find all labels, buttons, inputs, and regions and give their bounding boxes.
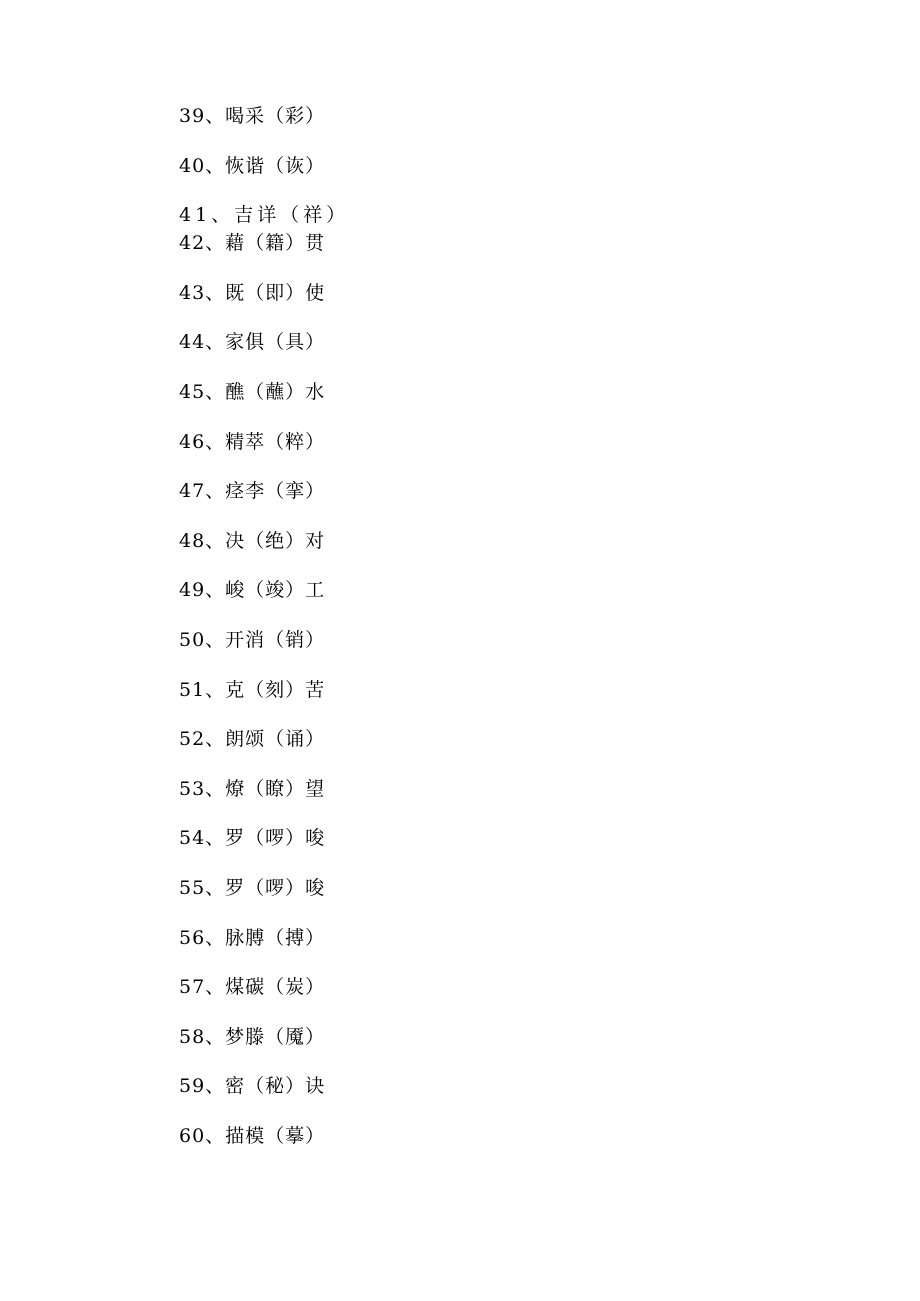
list-item: 54、罗（啰）唆 <box>179 827 326 850</box>
list-item: 60、描模（摹） <box>179 1124 326 1147</box>
list-item: 41、吉详（祥） <box>179 204 350 227</box>
list-item: 40、恢谐（诙） <box>179 154 326 177</box>
list-item: 49、峻（竣）工 <box>179 579 326 602</box>
list-item: 50、开消（销） <box>179 628 326 651</box>
list-item: 44、家俱（具） <box>179 331 326 354</box>
list-item: 55、罗（啰）唆 <box>179 876 326 899</box>
list-item: 52、朗颂（诵） <box>179 728 326 751</box>
list-item: 39、喝采（彩） <box>179 105 326 127</box>
correction-list <box>179 102 349 1171</box>
list-item: 43、既（即）使 <box>179 281 326 304</box>
list-item: 58、梦滕（魇） <box>179 1025 326 1048</box>
list-item: 48、决（绝）对 <box>179 529 326 552</box>
list-item: 45、醮（蘸）水 <box>179 380 326 403</box>
list-item: 46、精萃（粹） <box>179 430 326 453</box>
list-item: 53、燎（瞭）望 <box>179 777 326 800</box>
list-item: 51、克（刻）苦 <box>179 678 326 701</box>
list-item: 42、藉（籍）贯 <box>179 232 326 255</box>
list-item: 47、痉李（挛） <box>179 480 326 503</box>
list-item: 59、密（秘）诀 <box>179 1075 326 1098</box>
list-item: 57、煤碳（炭） <box>179 976 326 999</box>
list-item: 56、脉膊（搏） <box>179 926 326 949</box>
